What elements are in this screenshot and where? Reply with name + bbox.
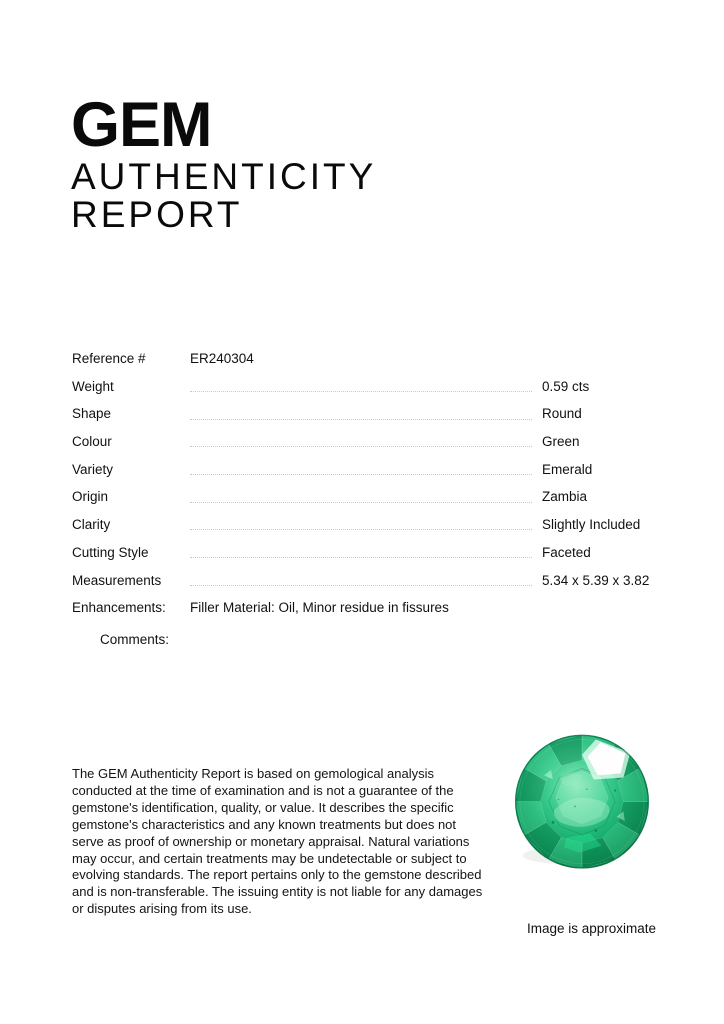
dotted-leader	[190, 474, 532, 475]
field-value: 0.59 cts	[542, 378, 590, 394]
dotted-leader	[190, 557, 532, 558]
dotted-leader	[190, 585, 532, 586]
field-row-colour	[72, 428, 710, 456]
image-caption: Image is approximate	[527, 921, 657, 936]
field-row-reference	[72, 345, 710, 373]
field-row-weight	[72, 373, 710, 401]
field-label: Colour	[72, 434, 112, 450]
field-list	[72, 345, 710, 654]
field-label: Measurements	[72, 572, 162, 588]
field-value: ER240304	[190, 351, 254, 366]
report-subtitle-line2: REPORT	[71, 194, 243, 235]
field-label: Cutting Style	[72, 544, 149, 560]
report-header	[71, 90, 377, 235]
report-subtitle-line1: AUTHENTICITY	[71, 156, 377, 197]
dotted-leader	[190, 502, 532, 503]
disclaimer-text: The GEM Authenticity Report is based on gemological analysis conducted at the time of examination and is not a guarantee of the gemstone's identification, quality, or value. It describes the specific gemstone's characteristics and any known treatments but does not serve as proof of ownership or monetary appraisal. Natural variations may occur, and certain treatments may be undetectable or subject to evolving standards. The report pertains only to the gemstone described and is non-transferable. The issuing entity is not liable for any damages or disputes arising from its use.	[72, 766, 483, 917]
field-row-enhancements	[72, 594, 710, 622]
field-row-origin	[72, 483, 710, 511]
field-value: Faceted	[542, 544, 591, 560]
field-value	[218, 626, 710, 654]
field-label: Shape	[72, 406, 112, 422]
field-row-variety	[72, 456, 710, 484]
dotted-leader	[190, 529, 532, 530]
field-row-comments	[72, 626, 710, 654]
field-value: 5.34 x 5.39 x 3.82	[542, 572, 650, 588]
field-label: Origin	[72, 489, 109, 505]
field-row-clarity	[72, 511, 710, 539]
field-label: Reference #	[72, 351, 146, 366]
field-row-shape	[72, 400, 710, 428]
field-value: Slightly Included	[542, 517, 641, 533]
field-label: Comments:	[100, 631, 170, 647]
field-label: Enhancements:	[72, 600, 166, 616]
field-label: Clarity	[72, 517, 111, 533]
dotted-leader	[190, 391, 532, 392]
field-label: Variety	[72, 461, 114, 477]
field-row-measurements	[72, 567, 710, 595]
field-label: Weight	[72, 378, 114, 394]
dotted-leader	[190, 419, 532, 420]
field-value: Zambia	[542, 489, 588, 505]
emerald-gem-photo	[513, 734, 651, 872]
field-value: Filler Material: Oil, Minor residue in fissures	[190, 600, 449, 616]
field-value: Round	[542, 406, 582, 422]
report-title: GEM	[71, 90, 212, 160]
field-row-cutting-style	[72, 539, 710, 567]
field-value: Emerald	[542, 461, 593, 477]
dotted-leader	[190, 446, 532, 447]
field-value: Green	[542, 434, 580, 450]
